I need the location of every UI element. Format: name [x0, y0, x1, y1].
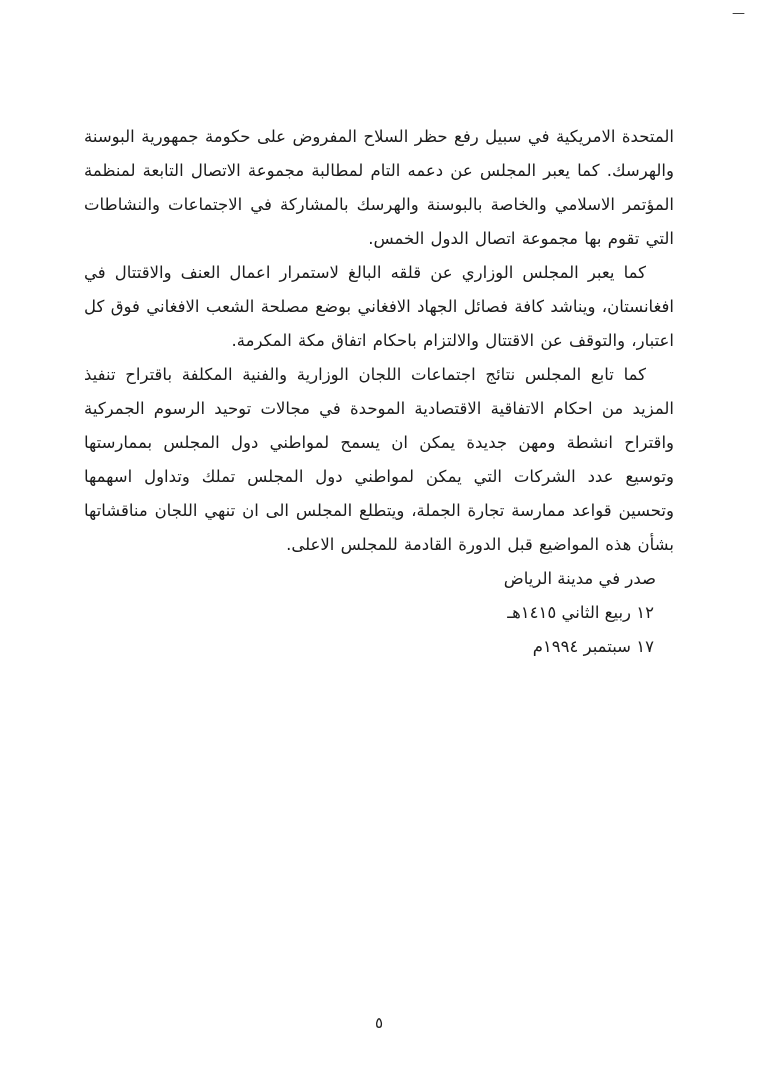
paragraph-economic-agreement: كما تابع المجلس نتائج اجتماعات اللجان الوزارية والفنية المكلفة باقتراح تنفيذ المزيد من احكام الاتفاقية الاقتصادية الموحدة في مجالات توحيد الرسوم الجمركية واقتراح انشطة ومهن جديدة يمكن ان يسمح لمواطني دول المجلس بممارستها وتوسيع عدد الشركات التي يمكن لمواطني دول المجلس تملك وتداول اسهمها وتحسين قواعد ممارسة تجارة الجملة، ويتطلع المجلس الى ان تنهي اللجان مناقشاتها بشأن هذه المواضيع قبل الدورة القادمة للمجلس الاعلى. [84, 365, 674, 554]
signature-block [84, 562, 674, 664]
paragraph-afghanistan: كما يعبر المجلس الوزاري عن قلقه البالغ لاستمرار اعمال العنف والاقتتال في افغانستان، ويناشد كافة فصائل الجهاد الافغاني بوضع مصلحة الشعب الافغاني فوق كل اعتبار، والتوقف عن الاقتتال والالتزام باحكام اتفاق مكة المكرمة. [84, 263, 674, 350]
paragraph-continuation-bosnia: المتحدة الامريكية في سبيل رفع حظر السلاح المفروض على حكومة جمهورية البوسنة والهرسك. كما يعبر المجلس عن دعمه التام لمطالبة مجموعة الاتصال التابعة لمنظمة المؤتمر الاسلامي والخاصة بالبوسنة والهرسك بالمشاركة في الاجتماعات والنشاطات التي تقوم بها مجموعة اتصال الدول الخمس. [84, 127, 674, 248]
document-text-block [84, 120, 674, 664]
signature-date-hijri: ١٢ ربيع الثاني ١٤١٥هـ [507, 603, 654, 622]
page-number: ٥ [374, 1014, 384, 1032]
signature-place-line: صدر في مدينة الرياض [503, 569, 656, 588]
top-corner-dash-mark: — [732, 6, 744, 21]
signature-date-gregorian: ١٧ سبتمبر ١٩٩٤م [532, 637, 654, 656]
